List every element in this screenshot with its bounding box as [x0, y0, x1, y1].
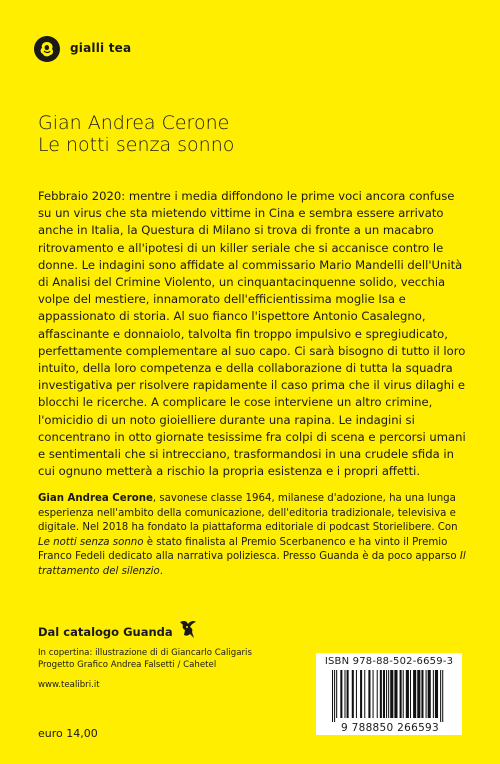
design-credit: Progetto Grafico Andrea Falsetti / Cahetel: [38, 660, 217, 670]
barcode-bar: [356, 670, 357, 718]
barcode-bar: [388, 670, 389, 718]
barcode-bar: [364, 670, 365, 718]
barcode-bar: [336, 670, 337, 718]
barcode: [330, 670, 450, 722]
barcode-bar: [410, 670, 411, 718]
barcode-bar: [377, 670, 378, 718]
bio-text-3: .: [159, 565, 163, 577]
barcode-bar: [403, 670, 404, 718]
guanda-bird-icon: [178, 618, 198, 640]
price: euro 14,00: [38, 727, 98, 740]
bio-book-title-1: Le notti senza sonno: [38, 536, 144, 548]
barcode-bar: [332, 670, 333, 722]
bio-book-title-2: Il trattamento del silenzio: [38, 551, 466, 577]
barcode-bar: [352, 670, 354, 718]
barcode-bar: [435, 670, 438, 718]
barcode-bar: [334, 670, 335, 722]
barcode-bar: [368, 670, 370, 718]
barcode-bar: [386, 670, 387, 718]
book-title: Le notti senza sonno: [38, 134, 235, 156]
barcode-bar: [440, 670, 441, 722]
barcode-bar: [344, 670, 345, 718]
author-bio: [38, 492, 468, 580]
blurb: [38, 188, 466, 480]
barcode-bar: [426, 670, 427, 718]
barcode-bar: [390, 670, 393, 718]
author-name: Gian Andrea Cerone: [38, 112, 230, 134]
barcode-bar: [417, 670, 420, 718]
barcode-bar: [428, 670, 431, 718]
barcode-bar: [406, 670, 409, 718]
isbn-barcode-box: [316, 653, 462, 735]
series-name: gialli tea: [70, 41, 132, 55]
barcode-bar: [380, 670, 382, 718]
barcode-bar: [360, 670, 362, 718]
barcode-bar: [433, 670, 434, 718]
barcode-bar: [442, 670, 443, 722]
catalog-label: Dal catalogo Guanda: [38, 625, 173, 639]
cover-credit: In copertina: illustrazione di di Giancarlo Caligaris: [38, 648, 252, 658]
barcode-digits: 9 788850 266593: [340, 722, 440, 734]
barcode-bar: [394, 670, 397, 718]
website-link[interactable]: www.tealibri.it: [38, 680, 100, 690]
bio-author-name: Gian Andrea Cerone: [38, 493, 153, 504]
barcode-bar: [340, 670, 342, 718]
blurb-text: Febbraio 2020: mentre i media diffondono le prime voci ancora confuse su un virus che sta mietendo vittime in Cina e sembra essere arrivato anche in Italia, la Questura di Milano si trova di fronte a un macabro ritrovamento e all'ipotesi di un killer seriale che si accanisce contro le donne. Le indagini sono affidate al commissario Mario Mandelli dell'Unità di Analisi del Crimine Violento, un cinquantacinquenne solido, vecchia volpe del mestiere, innamorato dell'efficientissima moglie Isa e appassionato di storia. Al suo fianco l'ispettore Antonio Casalegno, affascinante e donnaiolo, talvolta fin troppo impulsivo e spregiudicato, perfettamente complementare al suo capo. Ci sarà bisogno di tutto il loro intuito, della loro competenza e della collaborazione di tutta la squadra investigativa per risolvere rapidamente il caso prima che il virus dilaghi e blocchi le ricerche. A complicare le cose interviene un altro crimine, l'omicidio di un noto gioielliere durante una rapina. Le indagini si concentrano in otto giornate tesissime fra colpi di scena e percorsi umani e sentimentali che si intrecciano, trasformandosi in una crudele sfida in cui ognuno metterà a rischio la propria esistenza e i propri affetti.: [38, 189, 466, 479]
isbn-label: ISBN 978-88-502-6659-3: [324, 656, 454, 667]
bio-text-2: è stato finalista al Premio Scerbanenco e ha vinto il Premio Franco Fedeli dedicato alla narrativa poliziesca. Presso Guanda è da poco apparso: [38, 536, 460, 563]
barcode-bar: [413, 670, 416, 718]
barcode-bar: [373, 670, 374, 718]
barcode-bar: [421, 670, 423, 718]
barcode-bar: [383, 670, 385, 718]
barcode-bar: [347, 670, 349, 718]
rose-icon: [34, 36, 60, 62]
barcode-bar: [400, 670, 402, 718]
bio-text-1: , savonese classe 1964, milanese d'adozione, ha una lunga esperienza nell'ambito della comunicazione, dell'editoria tradizionale, televisiva e digitale. Nel 2018 ha fondato la piattaforma editoriale di podcast Storielibere. Con: [38, 493, 458, 534]
